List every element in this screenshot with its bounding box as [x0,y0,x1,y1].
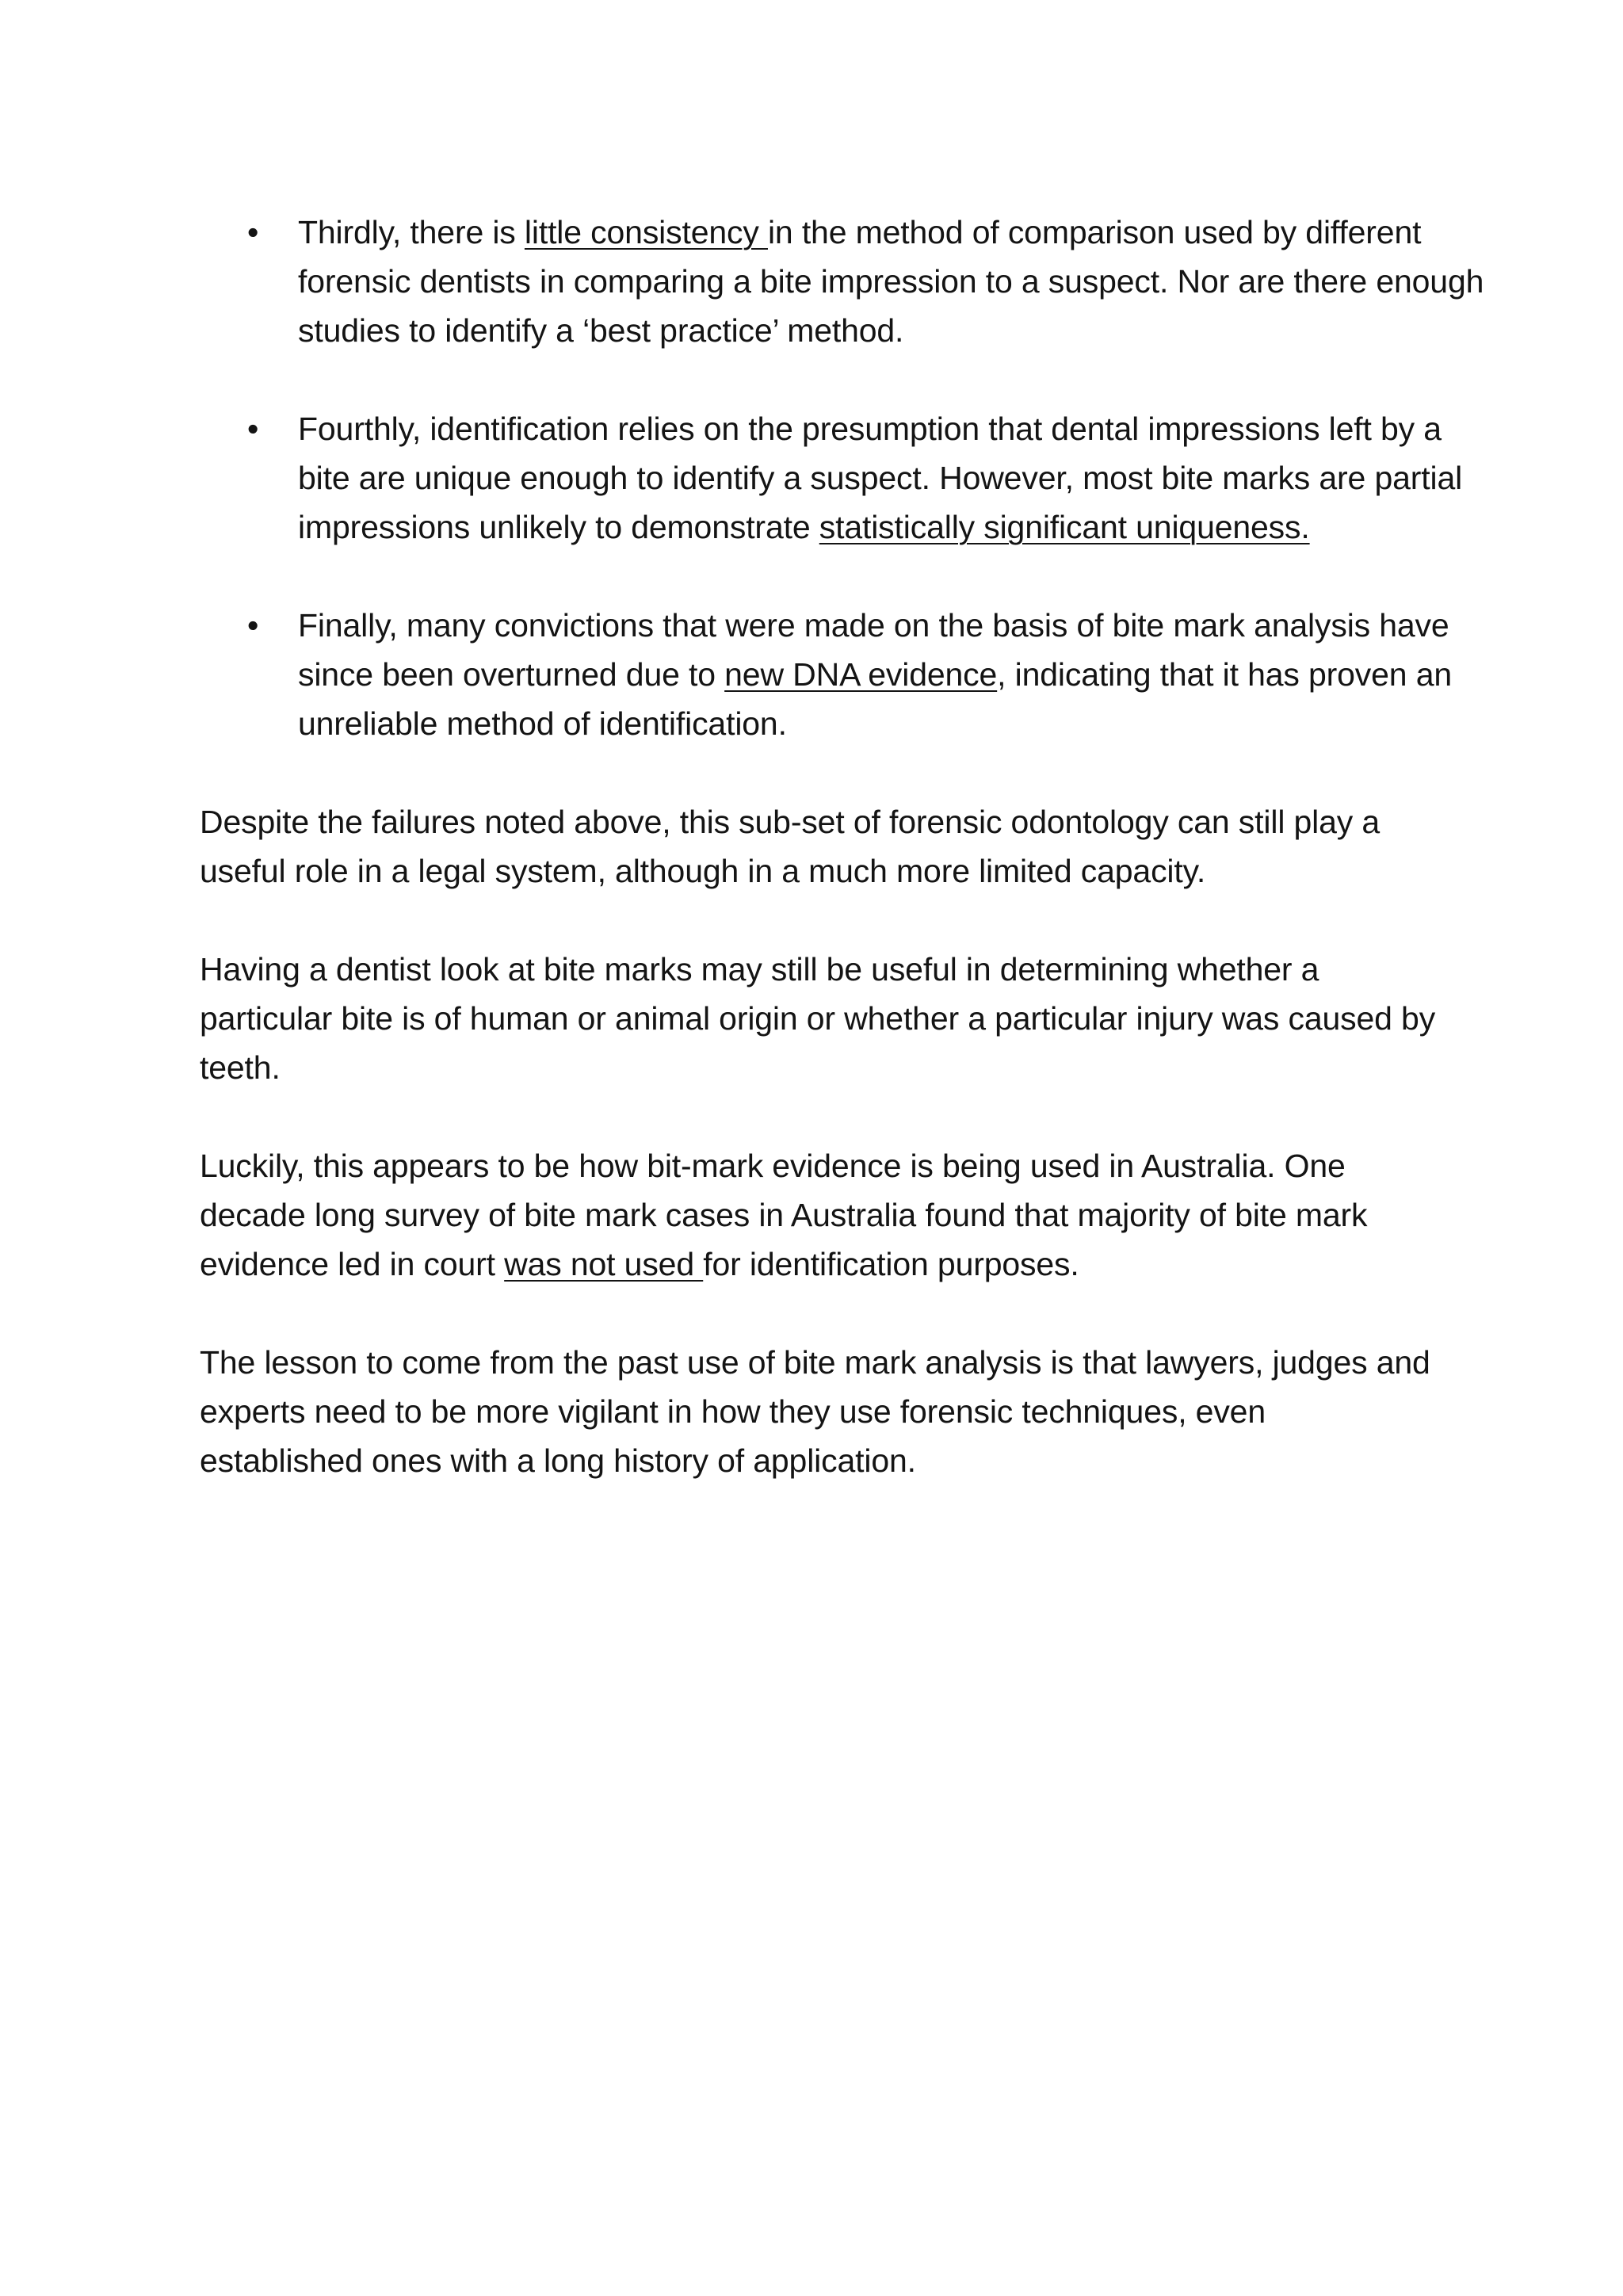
bullet-text: Finally, many convictions that were made on the basis of bite mark analysis have since been overturned due to [298,607,1449,693]
document-page [200,208,1484,1534]
bullet-item-finally [200,601,1487,748]
paragraph-text: Luckily, this appears to be how bit-mark evidence is being used in Australia. One decade long survey of bite mark cases in Australia found that majority of bite mark evidence led in court [200,1148,1368,1282]
paragraph-dentist-bite-marks: Having a dentist look at bite marks may still be useful in determining whether a particular bite is of human or animal origin or whether a particular injury was caused by teeth. [200,951,1436,1086]
paragraph-text: for identification purposes. [703,1246,1079,1282]
bullet-item-fourthly [200,404,1487,552]
bullet-list [200,208,1484,748]
link-was-not-used[interactable]: was not used [504,1246,704,1282]
bullet-item-thirdly [200,208,1487,355]
paragraph-lesson: The lesson to come from the past use of bite mark analysis is that lawyers, judges and experts need to be more vigilant in how they use forensic techniques, even established ones with a long history of application. [200,1344,1430,1479]
paragraph-despite-failures: Despite the failures noted above, this sub-set of forensic odontology can still play a useful role in a legal system, although in a much more limited capacity. [200,804,1381,889]
bullet-icon: • [247,411,259,447]
bullet-text: Fourthly, identification relies on the presumption that dental impressions left by a bite are unique enough to identify a suspect. However, most bite marks are partial impressions unlikely to demonstrate [298,411,1463,545]
bullet-icon: • [247,214,259,250]
link-new-dna-evidence[interactable]: new DNA evidence [724,656,998,693]
bullet-text: in the method of comparison used by different forensic dentists in comparing a bite impression to a suspect. Nor are there enough studies to identify a ‘best practice’ method. [298,214,1484,349]
bullet-icon: • [247,607,259,644]
paragraph-australia-survey [200,1141,1436,1289]
bullet-text: , indicating that it has proven an unreliable method of identification. [298,656,1452,742]
link-little-consistency[interactable]: little consistency [524,214,768,250]
link-statistically-significant-uniqueness[interactable]: statistically significant uniqueness. [819,509,1310,545]
bullet-text: Thirdly, there is [298,214,525,250]
